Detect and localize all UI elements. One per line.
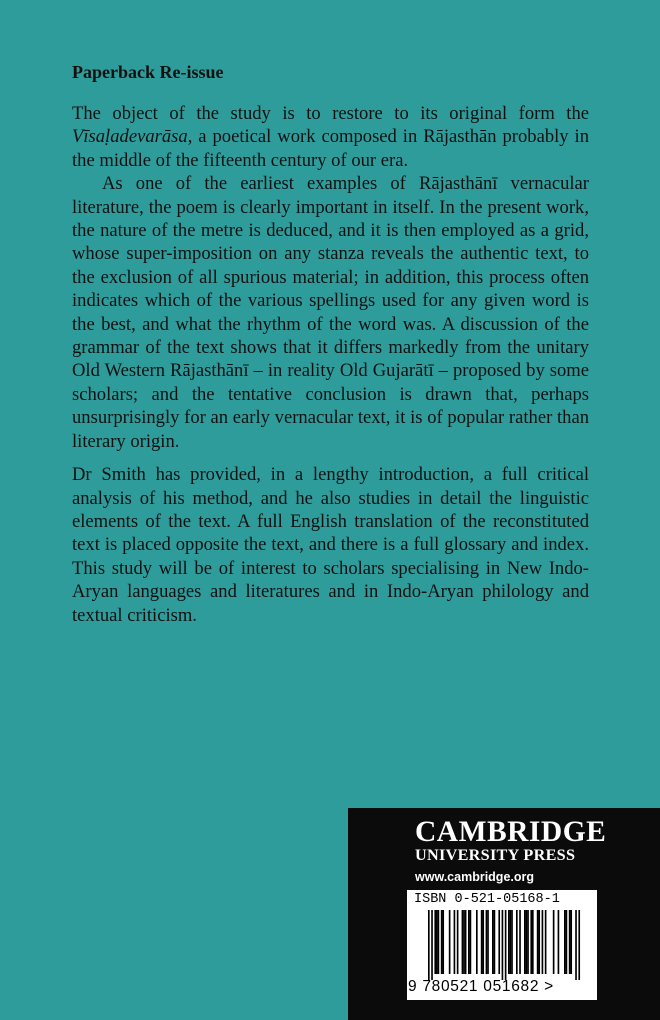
barcode-bar: [463, 910, 465, 974]
barcode-bar: [441, 910, 443, 974]
barcode-bar: [578, 910, 580, 980]
barcode-bar: [481, 910, 483, 974]
barcode-bar: [526, 910, 528, 974]
isbn-number: ISBN 0-521-05168-1: [414, 892, 560, 907]
barcode-bar: [516, 910, 518, 974]
barcode-bar: [527, 910, 529, 974]
blurb-paragraph-1: [72, 102, 589, 172]
barcode-bar: [492, 910, 494, 974]
barcode-bar: [431, 910, 433, 980]
paperback-heading: Paperback Re-issue: [72, 62, 224, 82]
publisher-subname: UNIVERSITY PRESS: [415, 846, 576, 864]
barcode-label: [407, 890, 597, 1000]
barcode-bar: [434, 910, 436, 974]
barcode-bar: [575, 910, 577, 980]
barcode-bar: [465, 910, 467, 974]
barcode-bar: [457, 910, 459, 974]
barcode-bar: [519, 910, 521, 974]
barcode-bar: [494, 910, 496, 974]
blurb-paragraph-3: Dr Smith has provided, in a lengthy introduction, a full critical analysis of his method, and he also studies in detail the linguistic elements of the text. A full English translation of the reconstituted text is placed opposite the text, and there is a full glossary and index. This study will be of interest to scholars specialising in New Indo-Aryan languages and literatures and in Indo-Aryan philology and textual criticism.: [72, 464, 589, 626]
publisher-url: www.cambridge.org: [415, 870, 535, 884]
blurb-paragraph-2: As one of the earliest examples of Rājasthānī vernacular literature, the poem is clearly important in itself. In the present work, the nature of the metre is deduced, and it is then employed as a grid, whose super-imposition on any stanza reveals the authentic text, to the exclusion of all spurious material; in addition, this process often indicates which of the various spellings used for any given word is the best, and what the rhythm of the word was. A discussion of the grammar of the text shows that it differs markedly from the unitary Old Western Rājasthānī – in reality Old Gujarātī – proposed by some scholars; and the tentative conclusion is drawn that, perhaps unsurprisingly for an early vernacular text, it is of popular rather than literary origin.: [72, 173, 589, 452]
barcode-bar: [558, 910, 560, 974]
barcode-bar: [428, 910, 430, 980]
barcode-bar: [486, 910, 488, 974]
barcode-bar: [449, 910, 451, 974]
barcode-bar: [564, 910, 566, 974]
barcode-bar: [462, 910, 464, 974]
blurb-text: [72, 102, 589, 627]
blurb-p1-start: The object of the study is to restore to its original form the: [72, 103, 589, 124]
barcode-bar: [470, 910, 472, 974]
barcode-bar: [511, 910, 513, 974]
barcode-bar: [508, 910, 510, 974]
barcode-bar: [569, 910, 571, 974]
barcode-bar: [487, 910, 489, 974]
barcode-bar: [510, 910, 512, 974]
ean-number: 9 780521 051682 >: [408, 978, 554, 995]
barcode-bar: [436, 910, 438, 974]
barcode-bar: [454, 910, 456, 974]
barcode-bar: [502, 910, 504, 980]
barcode-bar: [566, 910, 568, 974]
barcode-bar: [442, 910, 444, 974]
barcode-bar: [542, 910, 544, 974]
barcode-bar: [524, 910, 526, 974]
publisher-name: CAMBRIDGE: [415, 816, 607, 848]
barcode-bar: [537, 910, 539, 974]
work-title: Vīsaḷadevarāsa: [72, 126, 188, 148]
barcode-bar: [505, 910, 507, 980]
barcode-bar: [482, 910, 484, 974]
barcode-bar: [476, 910, 478, 974]
barcode-bar: [438, 910, 440, 974]
barcode-bar: [498, 910, 500, 974]
barcode-bar: [570, 910, 572, 974]
barcode-bar: [468, 910, 470, 974]
barcode-image: [417, 910, 589, 980]
publisher-block: [348, 808, 660, 1020]
blurb-p1-end: , a poetical work composed in Rājasthān probably in the middle of the fifteenth century of our era.: [72, 126, 589, 171]
barcode-bar: [553, 910, 555, 974]
barcode-bar: [545, 910, 547, 974]
barcode-bar: [530, 910, 532, 974]
barcode-bar: [538, 910, 540, 974]
barcode-bar: [532, 910, 534, 974]
